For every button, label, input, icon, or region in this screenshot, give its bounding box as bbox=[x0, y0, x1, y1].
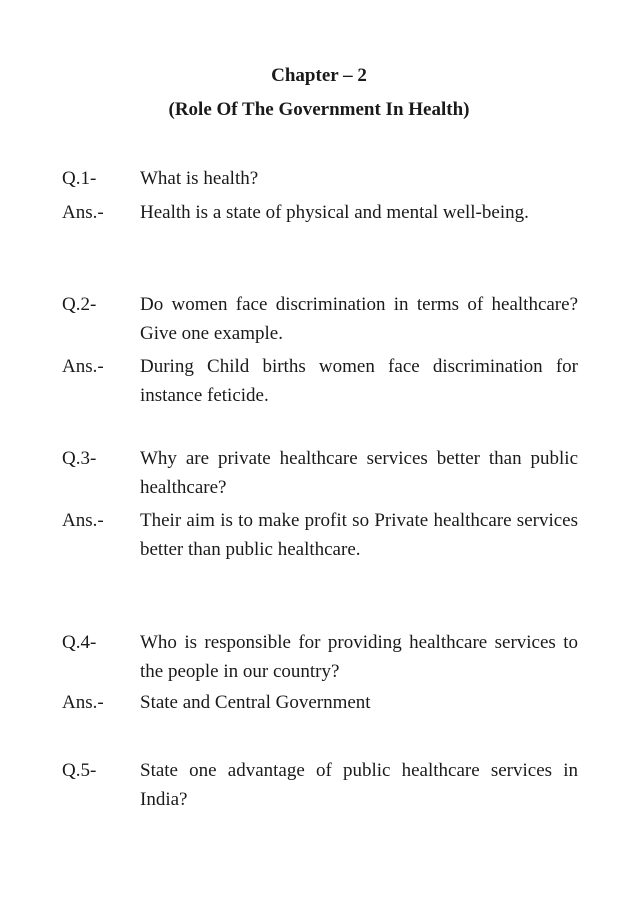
question-label: Q.1- bbox=[62, 168, 97, 189]
question-text: State one advantage of public healthcare services in India? bbox=[140, 760, 578, 810]
answer-text: Their aim is to make profit so Private healthcare services better than public healthcare. bbox=[140, 510, 578, 560]
question-label: Q.5- bbox=[62, 760, 97, 781]
answer-label: Ans.- bbox=[62, 692, 104, 713]
chapter-subtitle: (Role Of The Government In Health) bbox=[168, 99, 470, 120]
answer-text: Health is a state of physical and mental well-being. bbox=[140, 202, 529, 223]
answer-label: Ans.- bbox=[62, 510, 104, 531]
question-text: Who is responsible for providing healthcare services to the people in our country? bbox=[140, 632, 578, 682]
question-label: Q.4- bbox=[62, 632, 97, 653]
answer-label: Ans.- bbox=[62, 356, 104, 377]
answer-text: State and Central Government bbox=[140, 692, 371, 713]
question-text: What is health? bbox=[140, 168, 259, 189]
chapter-title: Chapter – 2 bbox=[271, 65, 367, 86]
question-label: Q.3- bbox=[62, 448, 97, 469]
answer-label: Ans.- bbox=[62, 202, 104, 223]
question-text: Do women face discrimination in terms of healthcare? Give one example. bbox=[140, 294, 578, 344]
answer-text: During Child births women face discrimination for instance feticide. bbox=[140, 356, 578, 406]
question-label: Q.2- bbox=[62, 294, 97, 315]
question-text: Why are private healthcare services better than public healthcare? bbox=[140, 448, 578, 498]
